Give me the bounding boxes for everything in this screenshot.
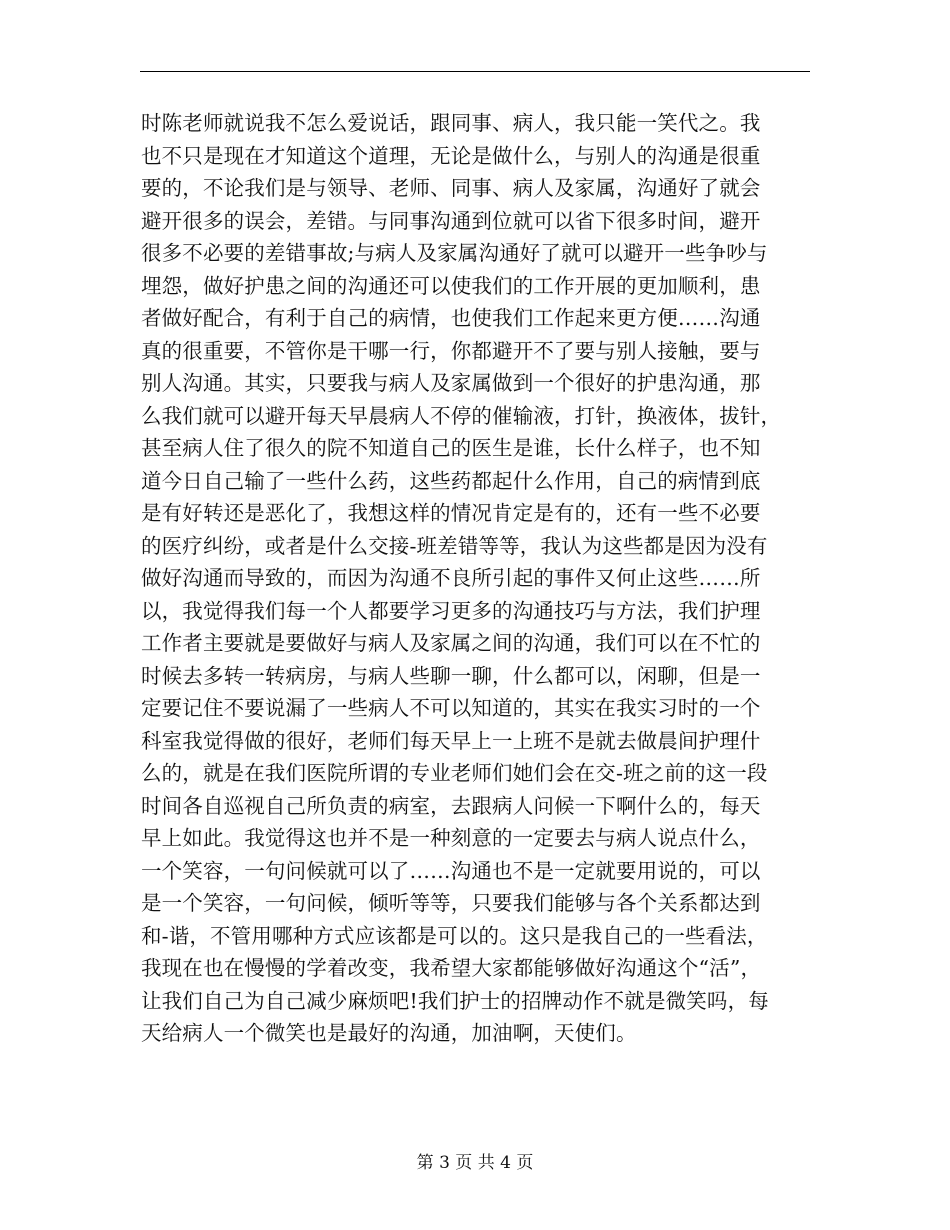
body-line: 时陈老师就说我不怎么爱说话，跟同事、病人，我只能一笑代之。我 bbox=[141, 111, 761, 135]
header-rule bbox=[140, 71, 810, 72]
body-line: 要的，不论我们是与领导、老师、同事、病人及家属，沟通好了就会 bbox=[141, 176, 761, 200]
body-line: 埋怨，做好护患之间的沟通还可以使我们的工作开展的更加顺利，患 bbox=[141, 273, 761, 298]
body-line: 以，我觉得我们每一个人都要学习更多的沟通技巧与方法，我们护理 bbox=[141, 598, 761, 623]
body-line: 么的，就是在我们医院所谓的专业老师们她们会在交-班之前的这一段 bbox=[141, 761, 768, 785]
body-line: 么我们就可以避开每天早晨病人不停的催输液，打针，换液体，拔针， bbox=[141, 403, 782, 428]
body-line: 让我们自己为自己减少麻烦吧!我们护士的招牌动作不就是微笑吗，每 bbox=[141, 988, 769, 1013]
body-line: 别人沟通。其实，只要我与病人及家属做到一个很好的护患沟通，那 bbox=[141, 371, 761, 395]
body-line: 早上如此。我觉得这也并不是一种刻意的一定要去与病人说点什么， bbox=[141, 826, 761, 850]
body-line: 和-谐，不管用哪种方式应该都是可以的。这只是我自己的一些看法， bbox=[141, 923, 768, 948]
page-footer bbox=[0, 1152, 950, 1174]
body-line: 我现在也在慢慢的学着改变，我希望大家都能够做好沟通这个“活”， bbox=[141, 956, 762, 980]
body-line: 的医疗纠纷，或者是什么交接-班差错等等，我认为这些都是因为没有 bbox=[141, 533, 768, 558]
body-line: 真的很重要，不管你是干哪一行，你都避开不了要与别人接触，要与 bbox=[141, 338, 761, 363]
body-line: 是一个笑容，一句问候，倾听等等，只要我们能够与各个关系都达到 bbox=[141, 891, 761, 915]
body-line: 道今日自己输了一些什么药，这些药都起什么作用，自己的病情到底 bbox=[141, 468, 761, 493]
body-line: 定要记住不要说漏了一些病人不可以知道的，其实在我实习时的一个 bbox=[141, 696, 761, 720]
body-line: 是有好转还是恶化了，我想这样的情况肯定是有的，还有一些不必要 bbox=[141, 501, 761, 525]
footer-suffix: 页 bbox=[510, 1153, 534, 1173]
body-line: 一个笑容，一句问候就可以了……沟通也不是一定就要用说的，可以 bbox=[141, 858, 761, 883]
body-line: 很多不必要的差错事故;与病人及家属沟通好了就可以避开一些争吵与 bbox=[141, 241, 768, 265]
body-line: 时间各自巡视自己所负责的病室，去跟病人问候一下啊什么的，每天 bbox=[141, 793, 761, 818]
body-line: 科室我觉得做的很好，老师们每天早上一上班不是就去做晨间护理什 bbox=[141, 728, 761, 753]
footer-middle: 页 共 bbox=[449, 1153, 501, 1173]
footer-total-pages: 4 bbox=[500, 1153, 511, 1173]
body-line: 也不只是现在才知道这个道理，无论是做什么，与别人的沟通是很重 bbox=[141, 143, 761, 168]
body-line: 甚至病人住了很久的院不知道自己的医生是谁，长什么样子，也不知 bbox=[141, 436, 761, 460]
footer-prefix: 第 bbox=[416, 1153, 440, 1173]
body-text bbox=[141, 107, 811, 1050]
body-line: 工作者主要就是要做好与病人及家属之间的沟通，我们可以在不忙的 bbox=[141, 631, 761, 655]
body-line: 者做好配合，有利于自己的病情，也使我们工作起来更方便……沟通 bbox=[141, 306, 761, 330]
body-line: 时候去多转一转病房，与病人些聊一聊，什么都可以，闲聊，但是一 bbox=[141, 663, 761, 688]
body-line: 做好沟通而导致的，而因为沟通不良所引起的事件又何止这些……所 bbox=[141, 566, 761, 590]
body-line: 天给病人一个微笑也是最好的沟通，加油啊，天使们。 bbox=[141, 1021, 637, 1045]
footer-current-page: 3 bbox=[439, 1153, 450, 1173]
body-line: 避开很多的误会，差错。与同事沟通到位就可以省下很多时间，避开 bbox=[141, 208, 761, 233]
